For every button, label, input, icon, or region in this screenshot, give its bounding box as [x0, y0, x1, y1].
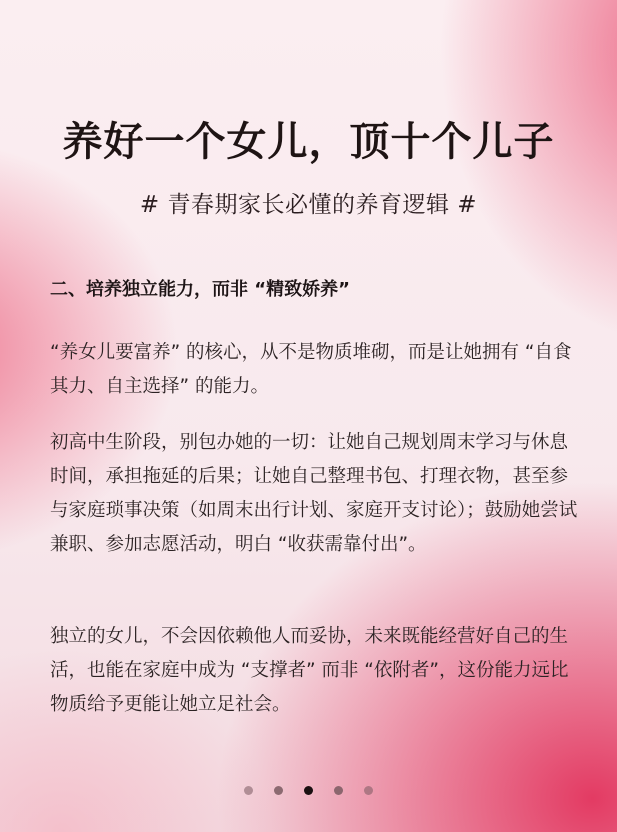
pagination-dots: [0, 780, 617, 799]
page-dot-3[interactable]: [304, 786, 313, 795]
paragraph-conclusion: 独立的女儿，不会因依赖他人而妥协，未来既能经营好自己的生活，也能在家庭中成为 “支撑者” 而非 “依附者”，这份能力远比物质给予更能让她立足社会。: [50, 626, 569, 715]
page-dot-2[interactable]: [274, 786, 283, 795]
page-dot-1[interactable]: [244, 786, 253, 795]
paragraph-practices: 初高中生阶段，别包办她的一切：让她自己规划周末学习与休息时间，承担拖延的后果；让她自己整理书包、打理衣物，甚至参与家庭琐事决策（如周末出行计划、家庭开支讨论）；鼓励她尝试兼职、参加志愿活动，明白 “收获需靠付出”。: [50, 432, 578, 555]
section-heading: 二、培养独立能力，而非 “精致娇养”: [50, 279, 350, 300]
page-title: 养好一个女儿，顶十个儿子: [62, 119, 555, 165]
page-dot-5[interactable]: [364, 786, 373, 795]
paragraph-intro: “养女儿要富养” 的核心，从不是物质堆砌，而是让她拥有 “自食其力、自主选择” 的能力。: [50, 342, 572, 397]
page-dot-4[interactable]: [334, 786, 343, 795]
page-subtitle: # 青春期家长必懂的养育逻辑 #: [139, 192, 478, 218]
